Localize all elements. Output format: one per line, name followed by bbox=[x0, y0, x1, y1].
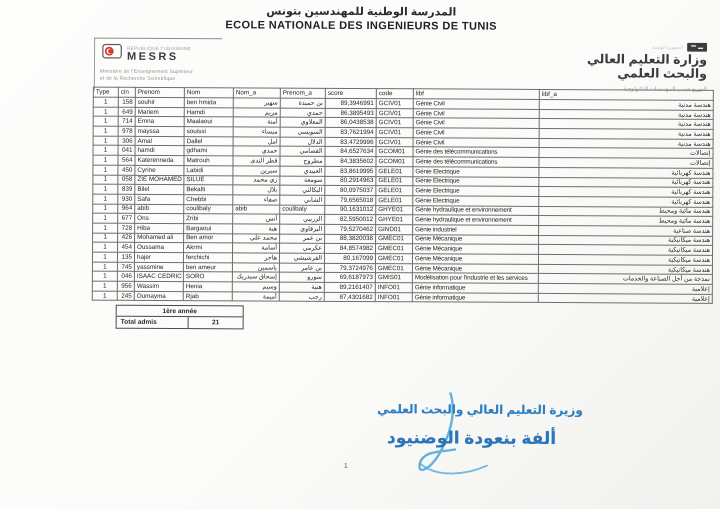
table-cell: مطروح bbox=[280, 156, 325, 166]
table-cell: 930 bbox=[118, 194, 135, 204]
table-cell: هندسة كهربائية bbox=[539, 167, 713, 178]
table-cell: ferchichi bbox=[183, 253, 232, 263]
table-cell: SORO bbox=[183, 272, 232, 282]
table-cell: السويسي bbox=[280, 127, 325, 137]
table-cell: 058 bbox=[118, 175, 135, 185]
table-cell: 450 bbox=[118, 165, 135, 175]
table-cell: صفاء bbox=[233, 195, 280, 205]
ministry-name-french bbox=[100, 69, 193, 82]
table-cell: 1 bbox=[93, 97, 118, 107]
table-cell: Rjab bbox=[183, 291, 232, 301]
table-cell: Dallel bbox=[184, 136, 233, 146]
table-cell: 1 bbox=[93, 175, 118, 185]
table-cell: GMIS01 bbox=[375, 273, 412, 283]
table-cell: Génie Civil bbox=[413, 138, 539, 148]
table-cell: Génie Civil bbox=[413, 99, 539, 109]
table-cell: 728 bbox=[118, 223, 135, 233]
table-cell: 1 bbox=[93, 165, 118, 175]
table-cell: هندسة ميكانيكية bbox=[538, 254, 712, 265]
table-cell: INFO01 bbox=[375, 292, 412, 302]
table-cell: Génie Civil bbox=[413, 128, 539, 138]
column-header-prenom-a: Prenom_a bbox=[280, 88, 325, 98]
table-cell: 245 bbox=[117, 291, 134, 301]
table-cell: 84,6527634 bbox=[325, 147, 376, 157]
table-cell: GHYE01 bbox=[376, 215, 413, 225]
table-cell: Matrouh bbox=[184, 156, 233, 166]
table-cell: 839 bbox=[118, 184, 135, 194]
table-cell: GCIV01 bbox=[376, 99, 413, 109]
table-cell: INFO01 bbox=[375, 283, 412, 293]
table-cell: ben hmida bbox=[184, 98, 233, 108]
table-cell: GMEC01 bbox=[376, 244, 413, 254]
table-cell: الزريبي bbox=[280, 214, 325, 224]
table-cell: Amal bbox=[135, 136, 184, 146]
table-cell: إعلامية bbox=[538, 283, 712, 294]
column-header-code: code bbox=[376, 89, 413, 99]
ministry-line1: Ministère de l'Enseignement Supérieur bbox=[99, 68, 194, 76]
table-cell: 84,8574982 bbox=[325, 244, 376, 254]
table-cell: هاجر bbox=[232, 253, 279, 263]
column-header-cin: cin bbox=[118, 87, 135, 97]
table-cell: هندسة مائية ومحيط bbox=[539, 216, 713, 227]
table-cell: Bargaoui bbox=[184, 224, 233, 234]
table-cell: 1 bbox=[93, 126, 118, 136]
table-cell: هندسة مدنية bbox=[539, 119, 713, 130]
table-cell: mayssa bbox=[135, 126, 184, 136]
table-cell: 649 bbox=[118, 107, 135, 117]
table-cell: هندسة ميكانيكية bbox=[539, 245, 713, 256]
table-cell: Génie informatique bbox=[412, 283, 538, 293]
table-cell: GCIV01 bbox=[376, 108, 413, 118]
table-cell: بن حميدة bbox=[280, 98, 325, 108]
column-header-score: score bbox=[325, 88, 376, 98]
table-cell: GCIV01 bbox=[376, 128, 413, 138]
table-cell: إعلامية bbox=[538, 293, 712, 304]
table-cell: 83,7621994 bbox=[325, 127, 376, 137]
table-cell: بن عمر bbox=[280, 234, 325, 244]
table-cell: 1 bbox=[93, 146, 118, 156]
table-cell: 80,167099 bbox=[324, 253, 375, 263]
table-cell: Hiba bbox=[135, 223, 184, 233]
table-cell: 677 bbox=[118, 213, 135, 223]
table-cell: هندسة مدنية bbox=[539, 138, 713, 149]
table-cell: 89,2161407 bbox=[324, 282, 375, 292]
table-cell: yassmine bbox=[134, 262, 183, 272]
table-cell: abib bbox=[135, 204, 184, 214]
table-cell: 1 bbox=[93, 184, 118, 194]
table-cell: Génie des télécommunications bbox=[413, 147, 539, 157]
table-cell: محمد علي bbox=[233, 233, 280, 243]
table-cell: gdhami bbox=[184, 146, 233, 156]
mesrs-acronym: MESRS bbox=[127, 50, 179, 63]
column-header-libf-a: libf_a bbox=[539, 89, 713, 100]
table-cell: 426 bbox=[118, 233, 135, 243]
table-cell: امل bbox=[233, 137, 280, 147]
table-cell: 69,6187973 bbox=[324, 273, 375, 283]
table-cell: هنية bbox=[279, 282, 324, 292]
table-cell: Génie Electrique bbox=[413, 186, 539, 196]
table-cell: ZIE MOHAMED bbox=[135, 175, 184, 185]
table-cell: GELE01 bbox=[376, 186, 413, 196]
table-cell: 1 bbox=[93, 116, 118, 126]
table-cell: GELE01 bbox=[376, 176, 413, 186]
year-label: 1ère année bbox=[117, 306, 243, 318]
table-cell: أسامة bbox=[233, 243, 280, 253]
table-cell: سومعة bbox=[280, 176, 325, 186]
table-cell: Ben amor bbox=[184, 233, 233, 243]
table-cell: الدلال bbox=[280, 137, 325, 147]
table-cell: souhir bbox=[135, 97, 184, 107]
table-cell: 90,1631012 bbox=[325, 205, 376, 215]
table-cell: الشابي bbox=[280, 195, 325, 205]
table-cell: GCIV01 bbox=[376, 137, 413, 147]
results-table-body bbox=[92, 97, 713, 304]
table-cell: GELE01 bbox=[376, 166, 413, 176]
table-cell: هندسة كهربائية bbox=[539, 187, 713, 198]
table-cell: 89,3946991 bbox=[325, 98, 376, 108]
table-cell: 135 bbox=[117, 252, 134, 262]
table-cell: GHYE01 bbox=[376, 205, 413, 215]
table-cell: 86,3895493 bbox=[325, 108, 376, 118]
table-cell: ben ameur bbox=[183, 262, 232, 272]
admissions-summary-box bbox=[116, 305, 244, 330]
table-cell: GELE01 bbox=[376, 195, 413, 205]
ministry-line2: et de la Recherche Scientifique bbox=[99, 75, 176, 82]
table-cell: القضامي bbox=[280, 147, 325, 157]
table-cell: وسيم bbox=[232, 282, 279, 292]
column-header-libf: libf bbox=[413, 89, 539, 100]
table-cell: هندسة مدنية bbox=[539, 109, 713, 120]
table-cell: Génie Electrique bbox=[413, 176, 539, 186]
table-cell: Mohamed ali bbox=[135, 233, 184, 243]
school-title-arabic: المدرسة الوطنية للمهندسين بتونس bbox=[266, 5, 457, 19]
table-cell: 1 bbox=[92, 252, 117, 262]
table-cell: Emna bbox=[135, 117, 184, 127]
table-cell: إسحاق سيدريك bbox=[232, 272, 279, 282]
table-row bbox=[92, 291, 712, 304]
table-cell: 80,0975037 bbox=[325, 186, 376, 196]
table-cell: Modélisation pour l'industrie et les services bbox=[412, 273, 538, 283]
table-cell: 80,2914963 bbox=[325, 176, 376, 186]
table-cell: هندسة صناعية bbox=[539, 225, 713, 236]
table-cell: هبة bbox=[233, 224, 280, 234]
table-cell: إتصالات bbox=[539, 148, 713, 159]
table-cell: Génie Mécanique bbox=[413, 244, 539, 254]
table-cell: ISAAC CEDRIC bbox=[134, 272, 183, 282]
table-cell: Génie industriel bbox=[413, 225, 539, 235]
table-cell: أمنة bbox=[233, 117, 280, 127]
minister-signature-block bbox=[329, 392, 600, 503]
table-cell: 1 bbox=[93, 107, 118, 117]
table-cell: 83,4729996 bbox=[325, 137, 376, 147]
table-cell: قطر الندى bbox=[233, 156, 280, 166]
table-cell: Génie hydraulique et environnement bbox=[413, 205, 539, 215]
table-cell: المعلاوي bbox=[280, 117, 325, 127]
table-cell: Henia bbox=[183, 282, 232, 292]
table-cell: 1 bbox=[93, 194, 118, 204]
republic-label: RÉPUBLIQUE TUNISIENNE bbox=[127, 45, 191, 51]
table-cell: البكالتي bbox=[280, 185, 325, 195]
table-cell: Oumayma bbox=[134, 291, 183, 301]
table-cell: هندسة كهربائية bbox=[539, 196, 713, 207]
table-cell: 84,3835602 bbox=[325, 156, 376, 166]
republic-label-arabic: الجمهورية التونسية bbox=[651, 44, 684, 50]
table-cell: الفرشيشي bbox=[279, 253, 324, 263]
table-cell: hajer bbox=[134, 252, 183, 262]
table-cell: مريم bbox=[233, 108, 280, 118]
table-cell: Zribi bbox=[184, 214, 233, 224]
table-cell: 87,4301682 bbox=[324, 292, 375, 302]
table-cell: GCOM01 bbox=[376, 157, 413, 167]
ministry-arabic-line2: والبحث العلمي bbox=[617, 66, 707, 81]
table-cell: Labidi bbox=[184, 165, 233, 175]
total-admitted-value: 21 bbox=[211, 319, 220, 327]
table-cell: 714 bbox=[118, 117, 135, 127]
total-admitted-label: Total admis bbox=[117, 317, 189, 328]
table-cell: هندسة كهربائية bbox=[539, 177, 713, 188]
admitted-students-table bbox=[92, 87, 714, 305]
table-cell: 158 bbox=[118, 97, 135, 107]
tunisia-emblem-icon bbox=[102, 44, 122, 64]
signature-name-line: ألفة بنعودة الوضنيود bbox=[386, 428, 557, 449]
ministry-seal-block bbox=[559, 41, 707, 93]
table-cell: 1 bbox=[92, 271, 117, 281]
table-cell: Génie Civil bbox=[413, 108, 539, 118]
table-cell: Maalaoui bbox=[184, 117, 233, 127]
mesrs-logo bbox=[102, 44, 191, 64]
table-cell: هندسة مدنية bbox=[539, 99, 713, 110]
table-cell: 1 bbox=[93, 242, 118, 252]
table-cell: coulibaly bbox=[280, 205, 325, 215]
table-cell: البرقاوي bbox=[280, 224, 325, 234]
table-cell: Génie Civil bbox=[413, 118, 539, 128]
table-cell: سيرين bbox=[233, 166, 280, 176]
table-cell: أميمة bbox=[232, 292, 279, 302]
page-number: 1 bbox=[343, 462, 348, 470]
table-cell: 041 bbox=[118, 146, 135, 156]
table-cell: Wassim bbox=[134, 281, 183, 291]
table-cell: أنس bbox=[233, 214, 280, 224]
table-cell: 86,0438538 bbox=[325, 118, 376, 128]
table-cell: 1 bbox=[92, 281, 117, 291]
distribution-subtitle: التوزيع حسب المؤسسات التكنولوجية bbox=[623, 86, 707, 93]
table-cell: SILUE bbox=[184, 175, 233, 185]
table-cell: حمدي bbox=[280, 108, 325, 118]
table-cell: Oussama bbox=[135, 243, 184, 253]
table-cell: هندسة ميكانيكية bbox=[538, 264, 712, 275]
table-cell: 454 bbox=[118, 243, 135, 253]
table-cell: 82,5950012 bbox=[325, 215, 376, 225]
table-cell: 1 bbox=[93, 155, 118, 165]
table-cell: GMEC01 bbox=[376, 234, 413, 244]
table-cell: GCOM01 bbox=[376, 147, 413, 157]
table-cell: 306 bbox=[118, 136, 135, 146]
table-cell: بلال bbox=[233, 185, 280, 195]
table-cell: coulibaly bbox=[184, 204, 233, 214]
table-cell: 956 bbox=[117, 281, 134, 291]
table-cell: 79,5270462 bbox=[325, 224, 376, 234]
table-cell: ميساء bbox=[233, 127, 280, 137]
table-cell: GMEC01 bbox=[375, 263, 412, 273]
table-cell: رجب bbox=[279, 292, 324, 302]
table-cell: Hamdi bbox=[184, 107, 233, 117]
table-cell: hamdi bbox=[135, 146, 184, 156]
table-cell: 83,8619995 bbox=[325, 166, 376, 176]
column-header-nom: Nom bbox=[184, 88, 233, 98]
table-cell: 88,3820038 bbox=[325, 234, 376, 244]
table-cell: نمذجة من أجل الصناعة والخدمات bbox=[538, 274, 712, 285]
table-cell: Mariem bbox=[135, 107, 184, 117]
table-cell: GMEC01 bbox=[375, 254, 412, 264]
table-cell: Safa bbox=[135, 194, 184, 204]
table-cell: Katerenneda bbox=[135, 155, 184, 165]
table-cell: حمدي bbox=[233, 146, 280, 156]
table-cell: ياسمين bbox=[232, 263, 279, 273]
table-cell: عكرمي bbox=[280, 243, 325, 253]
table-cell: هندسة ميكانيكية bbox=[539, 235, 713, 246]
table-cell: GIND01 bbox=[376, 225, 413, 235]
table-cell: 79,3724976 bbox=[324, 263, 375, 273]
column-header-prenom: Prenom bbox=[135, 87, 184, 97]
table-cell: Génie hydraulique et environnement bbox=[413, 215, 539, 225]
table-cell: Génie des télécommunications bbox=[413, 157, 539, 167]
table-cell: Cyrine bbox=[135, 165, 184, 175]
table-cell: souissi bbox=[184, 127, 233, 137]
table-cell: Génie Mécanique bbox=[413, 234, 539, 244]
table-cell: Bekalti bbox=[184, 185, 233, 195]
table-cell: 978 bbox=[118, 126, 135, 136]
table-cell: Bilel bbox=[135, 185, 184, 195]
table-cell: زي محمد bbox=[233, 175, 280, 185]
table-cell: 1 bbox=[93, 223, 118, 233]
signature-title-line: وزيرة التعليم العالي والبحث العلمي bbox=[377, 402, 583, 418]
table-cell: 964 bbox=[118, 204, 135, 214]
table-cell: 1 bbox=[92, 262, 117, 272]
table-cell: Génie Electrique bbox=[413, 196, 539, 206]
table-cell: هندسة مدنية bbox=[539, 128, 713, 139]
table-cell: سهير bbox=[233, 98, 280, 108]
table-cell: 1 bbox=[92, 291, 117, 301]
column-header-type: Type bbox=[93, 87, 118, 97]
table-cell: Génie informatique bbox=[412, 293, 538, 303]
table-cell: abib bbox=[233, 204, 280, 214]
table-cell: Ons bbox=[135, 214, 184, 224]
ministry-arabic-line1: وزارة التعليم العالي bbox=[587, 52, 708, 67]
table-cell: العبيدي bbox=[280, 166, 325, 176]
table-cell: هندسة مائية ومحيط bbox=[539, 206, 713, 217]
school-title-french: ECOLE NATIONALE DES INGENIEURS DE TUNIS bbox=[225, 19, 497, 33]
table-cell: 046 bbox=[117, 272, 134, 282]
table-cell: 745 bbox=[117, 262, 134, 272]
table-cell: 1 bbox=[93, 136, 118, 146]
table-cell: GCIV01 bbox=[376, 118, 413, 128]
column-header-nom-a: Nom_a bbox=[233, 88, 280, 98]
table-cell: Akrmi bbox=[184, 243, 233, 253]
table-cell: 1 bbox=[93, 204, 118, 214]
table-cell: Génie Mécanique bbox=[412, 263, 538, 273]
table-cell: 79,6565018 bbox=[325, 195, 376, 205]
table-cell: Génie Electrique bbox=[413, 167, 539, 177]
table-cell: Génie Mécanique bbox=[412, 254, 538, 264]
table-cell: 1 bbox=[93, 233, 118, 243]
table-cell: Chebbi bbox=[184, 194, 233, 204]
table-cell: بن عامر bbox=[279, 263, 324, 273]
table-cell: 1 bbox=[93, 213, 118, 223]
table-cell: سورو bbox=[279, 272, 324, 282]
table-cell: إتصالات bbox=[539, 158, 713, 169]
table-cell: 564 bbox=[118, 155, 135, 165]
